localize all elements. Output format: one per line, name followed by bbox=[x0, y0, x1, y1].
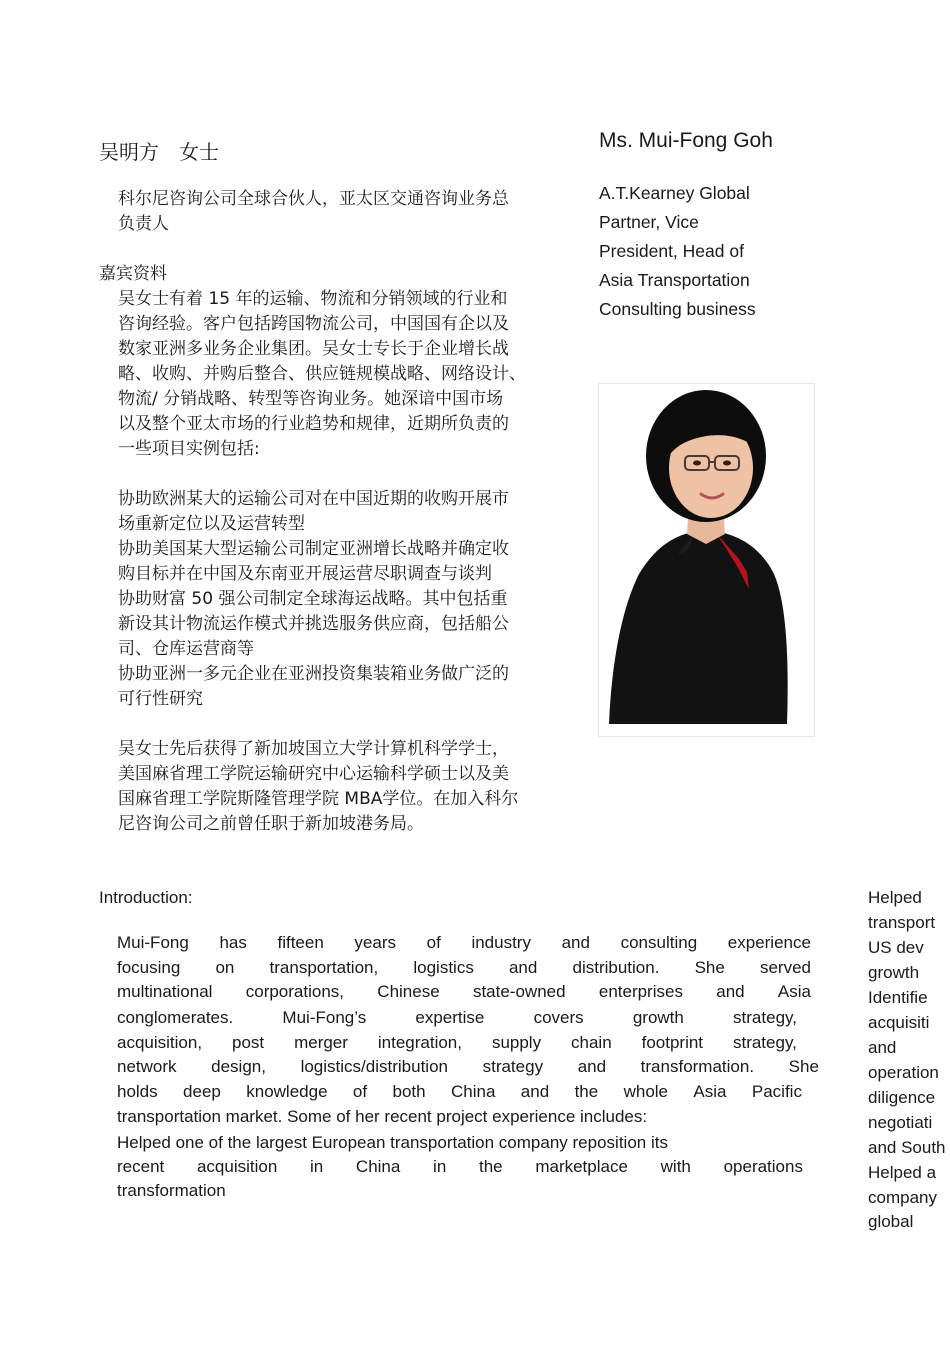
cn-project-line: 协助欧洲某大的运输公司对在中国近期的收购开展市 bbox=[118, 489, 509, 509]
cn-profile-label: 嘉宾资料 bbox=[99, 264, 167, 284]
intro-word: conglomerates. bbox=[117, 1008, 234, 1027]
intro-word: years bbox=[354, 933, 396, 952]
intro-word: on bbox=[215, 958, 235, 977]
intro-word: fifteen bbox=[277, 933, 324, 952]
en-title-line: President, Head of bbox=[599, 241, 744, 261]
intro-word: supply bbox=[491, 1033, 542, 1052]
cn-project-line: 协助财富 50 强公司制定全球海运战略。其中包括重 bbox=[118, 589, 508, 609]
intro-word: transformation. bbox=[640, 1057, 755, 1076]
intro-word: acquisition, bbox=[117, 1033, 203, 1052]
intro-word: multinational bbox=[117, 982, 213, 1001]
intro-word: and bbox=[561, 933, 590, 952]
intro-word: experience bbox=[727, 933, 811, 952]
cn-project-line: 可行性研究 bbox=[118, 689, 203, 709]
cn-edu-line: 美国麻省理工学院运输研究中心运输科学硕士以及美 bbox=[118, 764, 509, 784]
cn-project-line: 协助美国某大型运输公司制定亚洲增长战略并确定收 bbox=[118, 539, 509, 559]
side-line: US dev bbox=[868, 938, 924, 957]
en-title-line: Partner, Vice bbox=[599, 212, 699, 232]
intro-word: the bbox=[478, 1157, 503, 1176]
intro-word: post bbox=[232, 1033, 265, 1052]
intro-word: marketplace bbox=[535, 1157, 628, 1176]
project-line bbox=[117, 1157, 803, 1177]
intro-word: in bbox=[309, 1157, 324, 1176]
cn-bio-line: 略、收购、并购后整合、供应链规模战略、网络设计、 bbox=[118, 364, 526, 384]
intro-word: Chinese bbox=[377, 982, 440, 1001]
intro-word: and bbox=[577, 1057, 607, 1076]
intro-word: She bbox=[788, 1057, 819, 1076]
side-line: and bbox=[868, 1038, 897, 1057]
intro-word: She bbox=[694, 958, 725, 977]
intro-word: deep bbox=[183, 1082, 221, 1101]
side-line: acquisiti bbox=[868, 1013, 930, 1032]
cn-project-line: 协助亚洲一多元企业在亚洲投资集装箱业务做广泛的 bbox=[118, 664, 509, 684]
cn-title-line: 科尔尼咨询公司全球合伙人，亚太区交通咨询业务总 bbox=[118, 189, 509, 209]
intro-line bbox=[117, 933, 811, 953]
side-line: and South bbox=[868, 1138, 946, 1157]
intro-word: footprint bbox=[641, 1033, 704, 1052]
intro-word: Asia bbox=[693, 1082, 727, 1101]
intro-label: Introduction: bbox=[99, 888, 193, 907]
intro-word: Mui-Fong bbox=[117, 933, 189, 952]
intro-word: Asia bbox=[777, 982, 811, 1001]
intro-line bbox=[117, 958, 811, 978]
cn-edu-line: 国麻省理工学院斯隆管理学院 MBA学位。在加入科尔 bbox=[118, 789, 519, 809]
intro-word: Mui-Fong’s bbox=[282, 1008, 367, 1027]
intro-word: China bbox=[450, 1082, 496, 1101]
portrait-photo bbox=[598, 383, 815, 737]
intro-word: distribution. bbox=[572, 958, 660, 977]
intro-word: industry bbox=[471, 933, 531, 952]
intro-word: state-owned bbox=[472, 982, 566, 1001]
intro-word: design, bbox=[211, 1057, 266, 1076]
intro-word: growth bbox=[632, 1008, 684, 1027]
intro-word: Pacific bbox=[751, 1082, 802, 1101]
intro-line bbox=[117, 1008, 797, 1028]
intro-line: transportation market. Some of her recent project experience includes: bbox=[117, 1107, 648, 1126]
intro-word: in bbox=[433, 1157, 447, 1176]
cn-bio-line: 数家亚洲多业务企业集团。吴女士专长于企业增长战 bbox=[118, 339, 509, 359]
intro-word: transportation, bbox=[269, 958, 379, 977]
intro-word: and bbox=[520, 1082, 550, 1101]
cn-bio-line: 吴女士有着 15 年的运输、物流和分销领域的行业和 bbox=[118, 289, 508, 309]
intro-word: of bbox=[352, 1082, 368, 1101]
side-line: Helped bbox=[868, 888, 922, 907]
intro-word: strategy bbox=[482, 1057, 544, 1076]
side-line: global bbox=[868, 1212, 914, 1231]
side-line: diligence bbox=[868, 1088, 936, 1107]
en-name: Ms. Mui-Fong Goh bbox=[599, 129, 773, 152]
intro-word: covers bbox=[533, 1008, 584, 1027]
intro-line bbox=[117, 1057, 819, 1077]
intro-word: enterprises bbox=[598, 982, 683, 1001]
cn-project-line: 购目标并在中国及东南亚开展运营尽职调查与谈判 bbox=[118, 564, 492, 584]
intro-word: acquisition bbox=[196, 1157, 278, 1176]
en-title-line: Asia Transportation bbox=[599, 270, 750, 290]
intro-word: integration, bbox=[377, 1033, 462, 1052]
cn-project-line: 新设其计物流运作模式并挑选服务供应商，包括船公 bbox=[118, 614, 509, 634]
project-line: Helped one of the largest European transportation company reposition its bbox=[117, 1133, 668, 1152]
intro-word: of bbox=[426, 933, 441, 952]
cn-edu-line: 尼咨询公司之前曾任职于新加坡港务局。 bbox=[118, 814, 424, 834]
side-line: negotiati bbox=[868, 1113, 933, 1132]
en-title-line: Consulting business bbox=[599, 299, 756, 319]
cn-bio-line: 一些项目实例包括: bbox=[118, 439, 260, 459]
cn-bio-line: 以及整个亚太市场的行业趋势和规律，近期所负责的 bbox=[118, 414, 509, 434]
intro-word: focusing bbox=[117, 958, 181, 977]
cn-name: 吴明方 女士 bbox=[99, 140, 219, 164]
intro-word: and bbox=[508, 958, 538, 977]
intro-word: with bbox=[660, 1157, 691, 1176]
intro-word: whole bbox=[623, 1082, 669, 1101]
intro-word: logistics/distribution bbox=[300, 1057, 448, 1076]
cn-edu-line: 吴女士先后获得了新加坡国立大学计算机科学学士， bbox=[118, 739, 509, 759]
intro-word: expertise bbox=[415, 1008, 485, 1027]
cn-bio-line: 咨询经验。客户包括跨国物流公司，中国国有企以及 bbox=[118, 314, 509, 334]
intro-line bbox=[117, 982, 811, 1002]
intro-word: China bbox=[355, 1157, 401, 1176]
cn-project-line: 场重新定位以及运营转型 bbox=[118, 514, 305, 534]
intro-word: chain bbox=[571, 1033, 612, 1052]
intro-word: consulting bbox=[620, 933, 698, 952]
cn-bio-line: 物流/ 分销战略、转型等咨询业务。她深谙中国市场 bbox=[118, 389, 504, 409]
intro-word: and bbox=[716, 982, 745, 1001]
cn-title-line: 负责人 bbox=[118, 214, 169, 234]
side-line: transport bbox=[868, 913, 936, 932]
intro-line bbox=[117, 1033, 797, 1053]
intro-word: has bbox=[219, 933, 247, 952]
side-line: operation bbox=[868, 1063, 939, 1082]
intro-word: operations bbox=[723, 1157, 803, 1176]
intro-word: recent bbox=[117, 1157, 165, 1176]
intro-word: both bbox=[392, 1082, 426, 1101]
intro-word: the bbox=[574, 1082, 599, 1101]
en-title-line: A.T.Kearney Global bbox=[599, 183, 750, 203]
intro-word: served bbox=[759, 958, 811, 977]
side-line: growth bbox=[868, 963, 920, 982]
side-line: Identifie bbox=[868, 988, 928, 1007]
intro-word: strategy, bbox=[732, 1033, 797, 1052]
intro-word: knowledge bbox=[246, 1082, 328, 1101]
intro-word: corporations, bbox=[245, 982, 345, 1001]
intro-word: strategy, bbox=[733, 1008, 797, 1027]
intro-word: logistics bbox=[413, 958, 474, 977]
side-line: Helped a bbox=[868, 1163, 937, 1182]
cn-project-line: 司、仓库运营商等 bbox=[118, 639, 254, 659]
intro-line bbox=[117, 1082, 802, 1102]
intro-word: merger bbox=[294, 1033, 348, 1052]
intro-word: holds bbox=[117, 1082, 158, 1101]
portrait-illustration bbox=[599, 384, 814, 736]
intro-word: network bbox=[117, 1057, 177, 1076]
side-line: company bbox=[868, 1188, 937, 1207]
project-line: transformation bbox=[117, 1181, 226, 1200]
